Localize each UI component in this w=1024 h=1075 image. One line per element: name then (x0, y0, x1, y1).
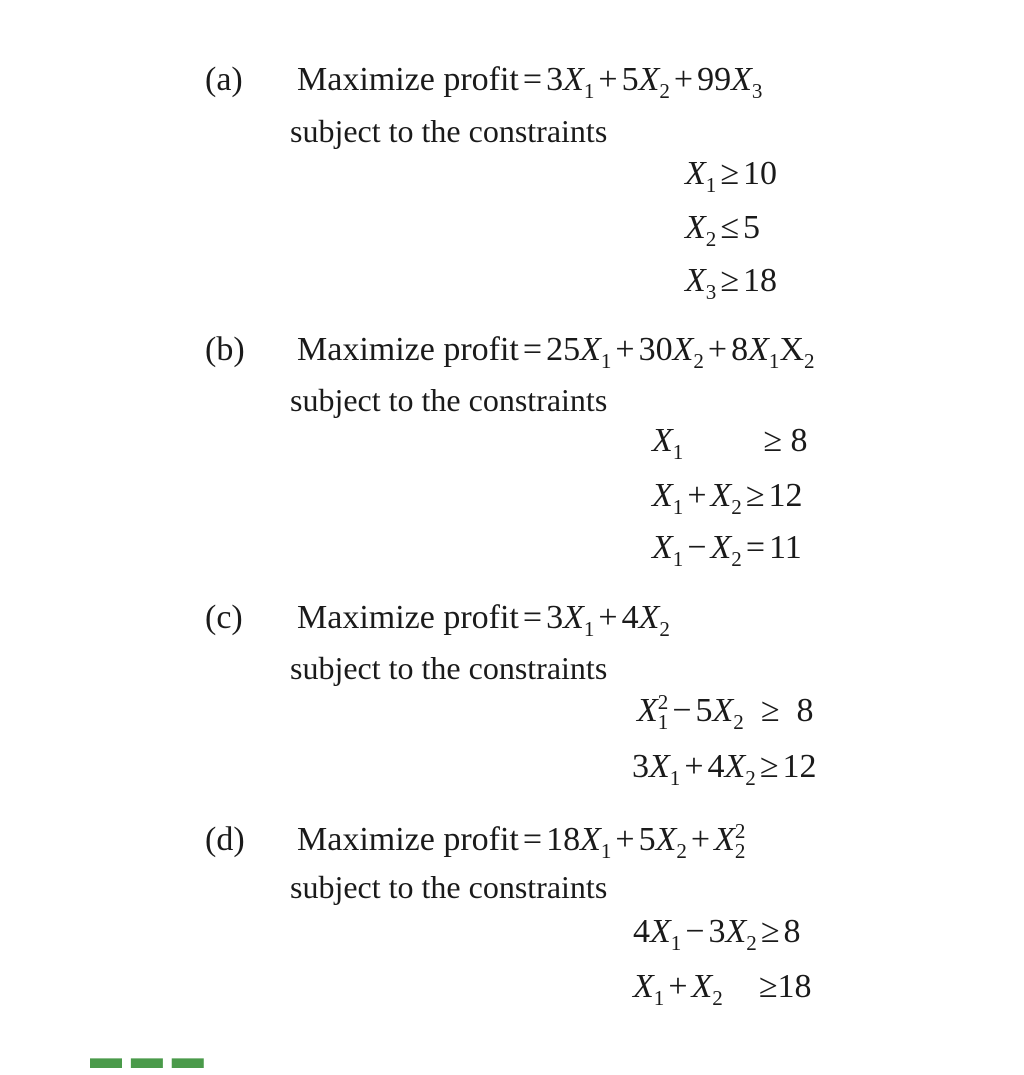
constraints-intro: subject to the constraints (290, 650, 608, 686)
constraints-intro: subject to the constraints (290, 382, 608, 418)
constraint-line: $X_1 - X_2 = 11$ (652, 529, 802, 571)
constraint-line: $4X_1 - 3X_2 \ge 8$ (633, 913, 801, 955)
constraint-line: $X_3 \ge 18$ (685, 262, 777, 304)
cut-off-heading: ▬ ▬ ▬ (90, 1039, 204, 1075)
constraints-intro: subject to the constraints (290, 113, 608, 149)
objective-function: Maximize profit = $3X_1 + 5X_2 + 99X_3$ (297, 61, 763, 103)
constraints-intro: subject to the constraints (290, 869, 608, 905)
constraint-line: $3X_1 + 4X_2 \ge 12$ (632, 748, 817, 790)
problem-label: (b) (205, 331, 245, 368)
objective-function: Maximize profit = $18X_1 + 5X_2 + X$ 2 2 (297, 819, 746, 864)
problem-label: (a) (205, 61, 243, 98)
objective-function: Maximize profit = $25X_1 + 30X_2 + 8X_1X_2$ (297, 331, 815, 373)
constraint-line: $X_1 + X_2 \ge 18$ (633, 968, 812, 1010)
constraint-line: $X_1 \ge 8$ (652, 422, 808, 464)
objective-function: Maximize profit = $3X_1 + 4X_2$ (297, 599, 670, 641)
constraint-line: $X_1 + X_2 \ge 12$ (652, 477, 803, 519)
constraint-line: X 2 1 − $5X_2 \ge 8$ (637, 690, 814, 735)
problem-label: (c) (205, 599, 243, 636)
problem-label: (d) (205, 821, 245, 858)
constraint-line: $X_1 \ge 10$ (685, 155, 777, 197)
constraint-line: $X_2 \le 5$ (685, 209, 760, 251)
